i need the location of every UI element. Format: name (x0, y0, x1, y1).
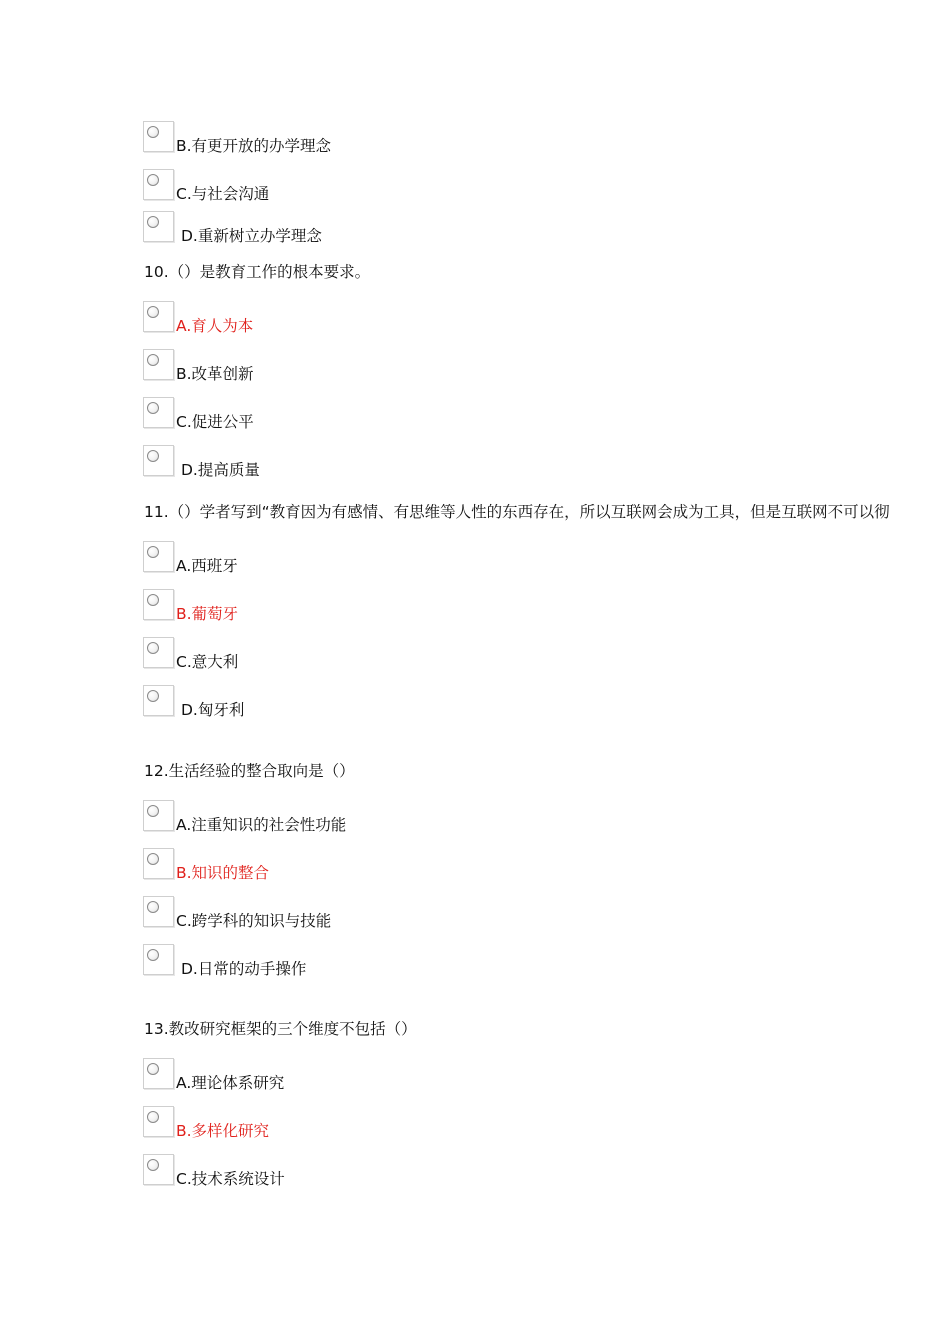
option-q13-b[interactable] (143, 1106, 923, 1140)
radio-circle-icon (147, 546, 159, 558)
radio-circle-icon (147, 174, 159, 186)
radio-button[interactable] (143, 1058, 174, 1089)
radio-circle-icon (147, 450, 159, 462)
question-title-11: 11.（）学者写到“教育因为有感情、有思维等人性的东西存在，所以互联网会成为工具，但是互联网不可以彻 (144, 503, 890, 521)
radio-button[interactable] (143, 301, 174, 332)
radio-button[interactable] (143, 1106, 174, 1137)
question-title-12: 12.生活经验的整合取向是（） (144, 762, 355, 780)
option-label: B.有更开放的办学理念 (176, 137, 332, 155)
option-label: C.跨学科的知识与技能 (176, 912, 332, 930)
option-q13-c[interactable] (143, 1154, 923, 1188)
option-label: A.西班牙 (176, 557, 238, 575)
radio-circle-icon (147, 690, 159, 702)
radio-button[interactable] (143, 589, 174, 620)
option-q11-b[interactable] (143, 589, 923, 623)
radio-button[interactable] (143, 1154, 174, 1185)
radio-button[interactable] (143, 541, 174, 572)
radio-circle-icon (147, 594, 159, 606)
radio-button[interactable] (143, 896, 174, 927)
option-q12-a[interactable] (143, 800, 923, 834)
option-label-correct: B.知识的整合 (176, 864, 270, 882)
option-label: B.改革创新 (176, 365, 254, 383)
option-q9-c[interactable] (143, 169, 923, 203)
option-q10-a[interactable] (143, 301, 923, 335)
option-label-correct: B.葡萄牙 (176, 605, 239, 623)
option-q13-a[interactable] (143, 1058, 923, 1092)
radio-circle-icon (147, 306, 159, 318)
option-label: C.与社会沟通 (176, 185, 270, 203)
option-label-correct: A.育人为本 (176, 317, 254, 335)
question-title-10: 10.（）是教育工作的根本要求。 (144, 263, 371, 281)
option-q9-d[interactable] (143, 211, 923, 245)
option-q9-b[interactable] (143, 121, 923, 155)
radio-circle-icon (147, 853, 159, 865)
radio-button[interactable] (143, 349, 174, 380)
radio-circle-icon (147, 402, 159, 414)
radio-circle-icon (147, 901, 159, 913)
option-q10-c[interactable] (143, 397, 923, 431)
option-q11-d[interactable] (143, 685, 923, 719)
radio-circle-icon (147, 1111, 159, 1123)
radio-circle-icon (147, 949, 159, 961)
radio-circle-icon (147, 354, 159, 366)
option-label: D.提高质量 (181, 461, 260, 479)
radio-circle-icon (147, 642, 159, 654)
option-label: C.意大利 (176, 653, 239, 671)
radio-circle-icon (147, 216, 159, 228)
option-q12-b[interactable] (143, 848, 923, 882)
option-label: C.促进公平 (176, 413, 254, 431)
radio-button[interactable] (143, 211, 174, 242)
option-label: A.注重知识的社会性功能 (176, 816, 347, 834)
option-label: D.日常的动手操作 (181, 960, 307, 978)
radio-button[interactable] (143, 445, 174, 476)
radio-circle-icon (147, 1159, 159, 1171)
option-label: C.技术系统设计 (176, 1170, 285, 1188)
option-q12-d[interactable] (143, 944, 923, 978)
radio-button[interactable] (143, 944, 174, 975)
radio-button[interactable] (143, 637, 174, 668)
radio-button[interactable] (143, 848, 174, 879)
radio-button[interactable] (143, 800, 174, 831)
option-label: D.重新树立办学理念 (181, 227, 322, 245)
radio-button[interactable] (143, 169, 174, 200)
option-label: A.理论体系研究 (176, 1074, 285, 1092)
radio-circle-icon (147, 126, 159, 138)
option-q10-d[interactable] (143, 445, 923, 479)
radio-button[interactable] (143, 685, 174, 716)
radio-circle-icon (147, 1063, 159, 1075)
radio-circle-icon (147, 805, 159, 817)
radio-button[interactable] (143, 397, 174, 428)
question-title-13: 13.教改研究框架的三个维度不包括（） (144, 1020, 417, 1038)
option-q12-c[interactable] (143, 896, 923, 930)
radio-button[interactable] (143, 121, 174, 152)
option-q10-b[interactable] (143, 349, 923, 383)
option-q11-a[interactable] (143, 541, 923, 575)
option-label-correct: B.多样化研究 (176, 1122, 270, 1140)
option-label: D.匈牙利 (181, 701, 245, 719)
option-q11-c[interactable] (143, 637, 923, 671)
